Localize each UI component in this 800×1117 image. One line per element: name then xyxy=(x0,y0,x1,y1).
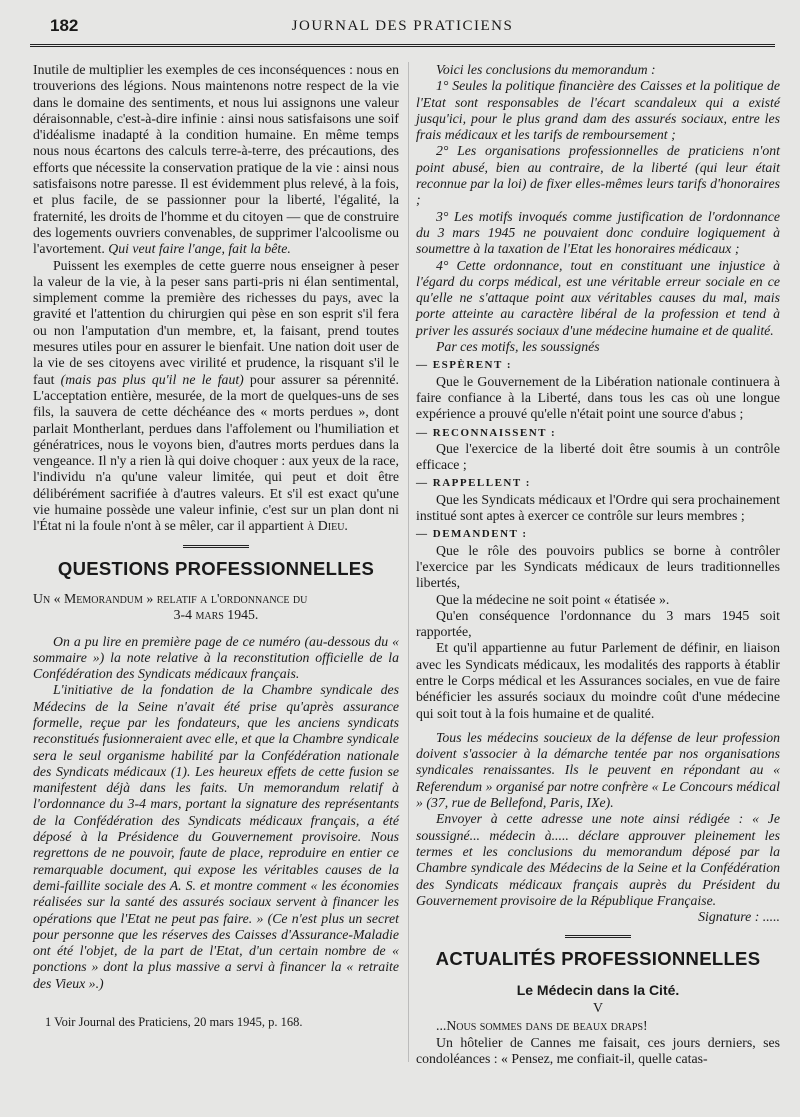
clause-label: — RECONNAISSENT : xyxy=(416,426,557,439)
article-number: V xyxy=(593,1000,603,1016)
paragraph: Un hôtelier de Cannes me faisait, ces jours derniers, ses condoléances : « Pensez, me confiait-il, quelle catas- xyxy=(416,1034,780,1066)
conclusion-item: 3° Les motifs invoqués comme justification de l'ordonnance du 3 mars 1945 ne pouvaient donc conduire logiquement à soumettre à la taxation de l'Etat les honoraires médicaux ; xyxy=(416,208,780,257)
paragraph: Qu'en conséquence l'ordonnance du 3 mars 1945 soit rapportée, xyxy=(416,607,780,640)
paragraph: Envoyer à cette adresse une note ainsi rédigée : « Je soussigné... médecin à..... déclare approuver pleinement les termes et les conclusions du memorandum déposé par la Chambre syndicale des Médecins de la Seine et la Confédération des Syndicats médicaux français auprès du Président du Gouvernement provisoire de la République Française. xyxy=(416,811,780,908)
conclusion-item: 2° Les organisations professionnelles de praticiens n'ont point abusé, bien au contraire, de la liberté (qui leur était reconnue par la loi) de fixer elles-mêmes leurs tarifs d'honoraires ; xyxy=(416,143,780,208)
journal-title: JOURNAL DES PRATICIENS xyxy=(291,18,514,34)
paragraph: Inutile de multiplier les exemples de ces inconséquences : nous en trouverions des légions. Nous maintenons notre respect de la vie dans le domaine des sentiments, et nous lui assignons une valeur déraisonnable, c'est-à-dire infinie : ainsi nous satisfaisons une soif d'idéalisme inadapté à la condition humaine. En même temps nous nous écartons des calculs terre-à-terre, des précautions, des efforts que nécessite la conservation pratique de la vie : ainsi nous satisfaisons notre paresse. Il est évidemment plus relevé, à la fois, et plus facile, de se passionner pour la liberté, l'égalité, la fraternité, les droits de l'homme et du citoyen — que de construire des logements ouvriers convenables, de supprimer l'alcoolisme ou l'avortement. Qui veut faire l'ange, fait la bête. xyxy=(33,62,399,257)
clause-label: — DEMANDENT : xyxy=(416,528,528,541)
page-header xyxy=(30,14,775,47)
paragraph: Que les Syndicats médicaux et l'Ordre qui sera prochainement institué sont aptes à exercer ce contrôle sur leurs membres ; xyxy=(416,491,780,524)
paragraph: Voici les conclusions du memorandum : xyxy=(436,62,656,77)
paragraph: Que l'exercice de la liberté doit être soumis à un contrôle efficace ; xyxy=(416,440,780,473)
signature-line: Signature : ..... xyxy=(698,909,780,925)
paragraph: Tous les médecins soucieux de la défense de leur profession doivent s'associer à la démarche tentée par nos organisations syndicales renaissantes. Ils le peuvent en répondant au « Referendum » organisé par notre confrère « Le Concours médical » (37, rue de Bellefond, Paris, IXe). xyxy=(416,729,780,811)
paragraph: ...Nous sommes dans de beaux draps! xyxy=(436,1018,648,1034)
clause-label: — RAPPELLENT : xyxy=(416,477,531,490)
right-column xyxy=(416,62,780,1067)
footnote: 1 Voir Journal des Praticiens, 20 mars 1945, p. 168. xyxy=(45,1015,303,1030)
paragraph: Puissent les exemples de cette guerre nous enseigner à peser la valeur de la vie, à la peser sans parti-pris ni élan sentimental, simplement comme la première des richesses du pays, avec la gravité et l'attention du chirurgien qui pèse en son esprit s'il fera ou non l'amputation d'un membre, et, la faisant, prend toutes mesures utiles pour en assurer le bienfait. Une nation doit user de la vie de ses citoyens avec virilité et prudence, la risquant s'il le faut (mais pas plus qu'il ne le faut) pour assurer sa pérennité. L'acceptation entière, mesurée, de la mort de quelques-uns de ses fils, la sauvera de cette déchéance des « morts perdues », dont parlait Montherlant, perdues dans l'affolement ou l'humiliation et génératrices, nous le voyons bien, d'autres morts perdues dans la vengeance. Il n'y a rien là qui doive choquer : aux yeux de la race, l'individu n'a qu'une valeur limitée, qui peut et doit être délibérément sacrifiée à d'autres valeurs. Et s'il est exact qu'une vie humaine possède une valeur infinie, c'est sur un plan dont ni l'État ni la foule n'ont à se mêler, car il appartient à Dieu. xyxy=(33,257,399,534)
section-title: QUESTIONS PROFESSIONNELLES xyxy=(57,557,375,579)
paragraph: Et qu'il appartienne au futur Parlement de définir, en liaison avec les Syndicats médicaux, les modalités des rapports à établir entre le Corps médical et les Assurances sociales, en vue de faire bénéficier les assurés sociaux du moindre coût d'une médecine qui soit tout à la fois humaine et de qualité. xyxy=(416,640,780,721)
paragraph: L'initiative de la fondation de la Chambre syndicale des Médecins de la Seine n'avait été prise qu'après assurance formelle, reçue par les fondateurs, que les anciens syndicats reconstitués fusionneraient avec elle, et que la Chambre syndicale sera le seul organisme habilité par la Confédération nationale des Syndicats médicaux (1). Les heureux effets de cette fusion se manifestent déjà dans les faits. Un memorandum relatif à l'ordonnance du 3-4 mars, portant la signature des représentants de la Confédération des Syndicats médicaux français, a été déposé à la Présidence du Gouvernement provisoire. Nous regrettons de ne pouvoir, faute de place, reproduire en entier ce remarquable document, qui expose les véritables causes de la demi-faillite sociale des A. S. et montre comment « les économies réalisées sur la santé des assurés sociaux servent à financer les opérations que l'Etat ne peut pas faire. » (Ce n'est plus un secret pour personne que les réserves des Caisses d'Assurance-Maladie ont été l'objet, de la part de l'Etat, d'un certain nombre de « ponctions » dont la plus massive a servi à financer la « retraite des Vieux ».) xyxy=(33,682,399,991)
paragraph: On a pu lire en première page de ce numéro (au-dessous du « sommaire ») la note relative à la reconstitution officielle de la Confédération des Syndicats médicaux français. xyxy=(33,633,399,682)
left-column xyxy=(33,62,399,1030)
paragraph: Que le Gouvernement de la Libération nationale continuera à faire confiance à la Liberté, dans tous les cas où une longue expérience a prouvé qu'elle n'était point une source d'abus ; xyxy=(416,373,780,422)
page-number: 182 xyxy=(50,16,79,35)
paragraph: Que la médecine ne soit point « étatisée ». xyxy=(436,591,670,607)
clause-label: — ESPÈRENT : xyxy=(416,359,513,372)
paragraph: Que le rôle des pouvoirs publics se borne à contrôler l'exercice par les Syndicats médicaux de leurs traditionnelles libertés, xyxy=(416,542,780,591)
column-divider xyxy=(408,62,409,1062)
separator-rule xyxy=(565,935,631,941)
paragraph: Par ces motifs, les soussignés xyxy=(436,339,600,355)
article-title: Le Médecin dans la Cité. xyxy=(516,981,680,998)
conclusion-item: 4° Cette ordonnance, tout en constituant une injustice à l'égard du corps médical, est une véritable erreur sociale en ce qu'elle ne s'attaque point aux véritables causes du mal, mais porte atteinte au caractère libéral de la profession et tend à priver les assurés sociaux d'une médecine humaine et de qualité. xyxy=(416,257,780,338)
separator-rule xyxy=(183,545,249,551)
conclusion-item: 1° Seules la politique financière des Caisses et la politique de l'Etat sont responsables de l'écart scandaleux qui a existé jusqu'ici, pour le plus grand dam des assurés sociaux, entre les frais médicaux et les tarifs de remboursement ; xyxy=(416,78,780,143)
article-title: Un « Memorandum » relatif a l'ordonnance du 3-4 mars 1945. xyxy=(33,590,308,623)
section-title: ACTUALITÉS PROFESSIONNELLES xyxy=(435,948,761,970)
